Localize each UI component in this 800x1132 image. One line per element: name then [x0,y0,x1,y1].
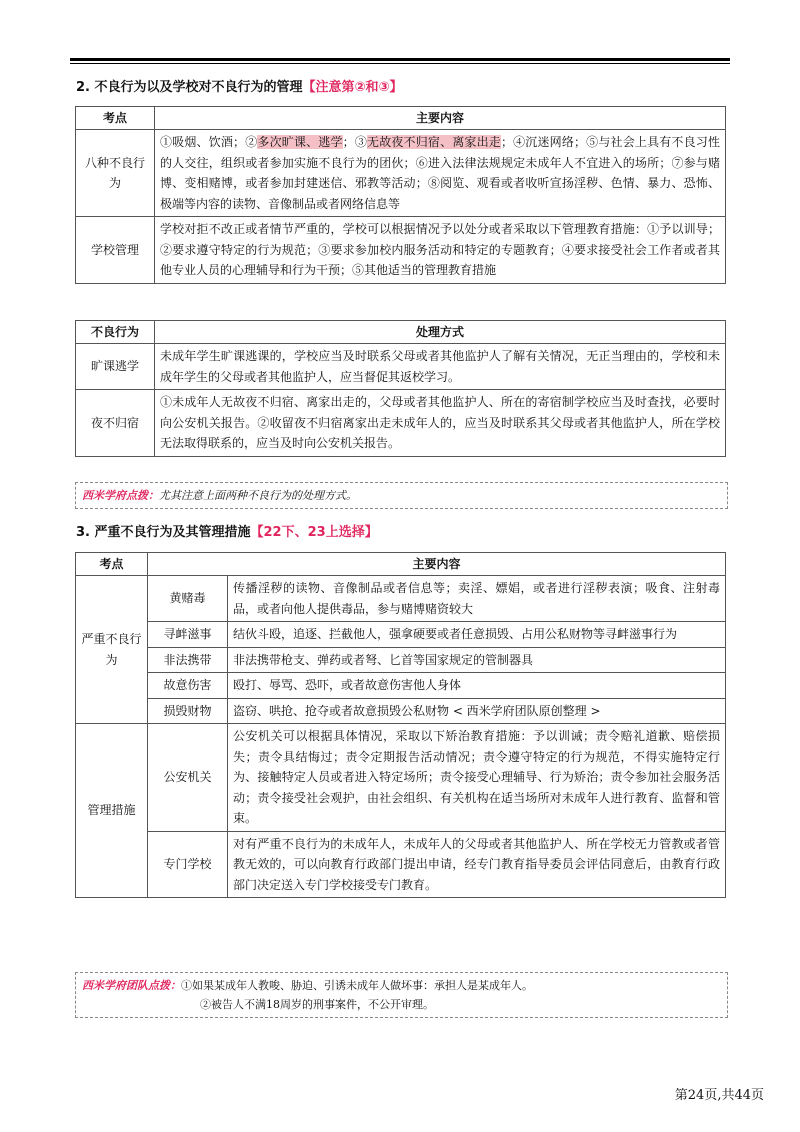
item-content: 非法携带枪支、弹药或者弩、匕首等国家规定的管制器具 [228,647,726,673]
tip-box-2 [75,972,728,1018]
section2-title-text: 2. 不良行为以及学校对不良行为的管理 [76,80,303,95]
table-header-row [76,553,726,576]
table-row [76,217,726,284]
section2-note: 【注意第②和③】 [302,80,403,95]
group-label-text: 管理措施 [87,803,136,818]
item-name: 故意伤害 [148,673,228,699]
row-label: 学校管理 [76,217,155,284]
header-cell: 主要内容 [148,553,726,576]
section3-title-text: 3. 严重不良行为及其管理措施 [76,525,251,540]
row-content [155,130,726,217]
table-row [76,390,726,457]
tip-label: 西米学府点拨： [82,489,159,502]
section3-note: 【22下、23上选择】 [250,525,378,540]
tip-line-1 [82,976,721,995]
item-content: 传播淫秽的读物、音像制品或者信息等；卖淫、嫖娼，或者进行淫秽表演；吸食、注射毒品，或者向他人提供毒品，参与赌博赌资较大 [228,576,726,622]
tip-box-1 [75,482,728,509]
row-content: ①未成年人无故夜不归宿、离家出走的，父母或者其他监护人、所在的寄宿制学校应当及时查找，必要时向公安机关报告。②收留夜不归宿离家出走未成年人的，应当及时联系其父母或者其他监护人，所在学校无法取得联系的，应当及时向公安机关报告。 [155,390,726,457]
item-name: 专门学校 [148,831,228,898]
group-label [76,724,148,898]
row-content: 未成年学生旷课逃课的，学校应当及时联系父母或者其他监护人了解有关情况，无正当理由的，学校和未成年学生的父母或者其他监护人，应当督促其返校学习。 [155,344,726,390]
item-name: 非法携带 [148,647,228,673]
row-label [76,130,155,217]
table-row [76,647,726,673]
header-cell: 主要内容 [155,107,726,130]
row-label: 旷课逃学 [76,344,155,390]
handling-table [75,320,726,457]
header-cell: 处理方式 [155,321,726,344]
row-label: 夜不归宿 [76,390,155,457]
item-name: 损毁财物 [148,698,228,724]
table-row [76,344,726,390]
header-cell: 考点 [76,553,148,576]
bad-behavior-table [75,106,726,284]
item-name: 公安机关 [148,724,228,832]
serious-behavior-table [75,552,726,898]
group-label [76,576,148,724]
item-name: 寻衅滋事 [148,622,228,648]
tip-line-2: ②被告人不满18周岁的刑事案件，不公开审理。 [200,998,434,1011]
row-content: 学校对拒不改正或者情节严重的，学校可以根据情况予以处分或者采取以下管理教育措施：①予以训导；②要求遵守特定的行为规范；③要求参加校内服务活动和特定的专题教育；④要求接受社会工作者或者其他专业人员的心理辅导和行为干预；⑤其他适当的管理教育措施 [155,217,726,284]
content-segment: ①吸烟、饮酒；② [160,135,258,149]
tip-label: 西米学府团队点拨： [82,979,181,992]
table-header-row [76,107,726,130]
item-content: 公安机关可以根据具体情况，采取以下矫治教育措施：予以训诫；责令赔礼道歉、赔偿损失；责令具结悔过；责令定期报告活动情况；责令遵守特定的行为规范，不得实施特定行为、接触特定人员或者进入特定场所；责令接受心理辅导、行为矫治；责令参加社会服务活动；责令接受社会观护，由社会组织、有关机构在适当场所对未成年人进行教育、监督和管束。 [228,724,726,832]
highlighted-text: 无故夜不归宿、离家出走 [367,135,501,149]
table-row [76,831,726,898]
table-row [76,576,726,622]
item-name: 黄赌毒 [148,576,228,622]
table-row [76,622,726,648]
label-text: 八种不良行为 [84,155,145,190]
item-content: 对有严重不良行为的未成年人，未成年人的父母或者其他监护人、所在学校无力管教或者管教无效的，可以向教育行政部门提出申请，经专门教育指导委员会评估同意后，由教育行政部门决定送入专门学校接受专门教育。 [228,831,726,898]
item-content: 殴打、辱骂、恐吓，或者故意伤害他人身体 [228,673,726,699]
table-header-row [76,321,726,344]
section3-title [76,521,378,540]
page-number: 第24页,共44页 [674,1088,764,1103]
tip-text: 尤其注意上面两种不良行为的处理方式。 [159,489,357,502]
group-label-text: 严重不良行为 [81,632,142,667]
highlighted-text: 多次旷课、逃学 [257,135,343,149]
tip-text: ①如果某成年人教唆、胁迫、引诱未成年人做坏事：承担人是某成年人。 [181,979,533,992]
content-segment: ；③ [342,135,368,149]
section2-title [76,76,403,95]
content-segment: ；④沉迷网络；⑤与社会上具有不良习性的人交往，组织或者参加实施不良行为的团伙；⑥进入法律法规规定未成年人不宜进入的场所；⑦参与赌博、变相赌博，或者参加封建迷信、邪教等活动；⑧阅览、观看或者收听宣扬淫秽、色情、暴力、恐怖、极端等内容的读物、音像制品或者网络信息等 [160,135,720,211]
header-rule-thick [70,58,730,61]
table-row [76,130,726,217]
header-cell: 考点 [76,107,155,130]
header-cell: 不良行为 [76,321,155,344]
item-content: 结伙斗殴，追逐、拦截他人，强拿硬要或者任意损毁、占用公私财物等寻衅滋事行为 [228,622,726,648]
table-row [76,724,726,832]
header-rule-thin [70,63,730,64]
table-row [76,673,726,699]
item-content: 盗窃、哄抢、抢夺或者故意损毁公私财物 < 西米学府团队原创整理 > [228,698,726,724]
table-row [76,698,726,724]
